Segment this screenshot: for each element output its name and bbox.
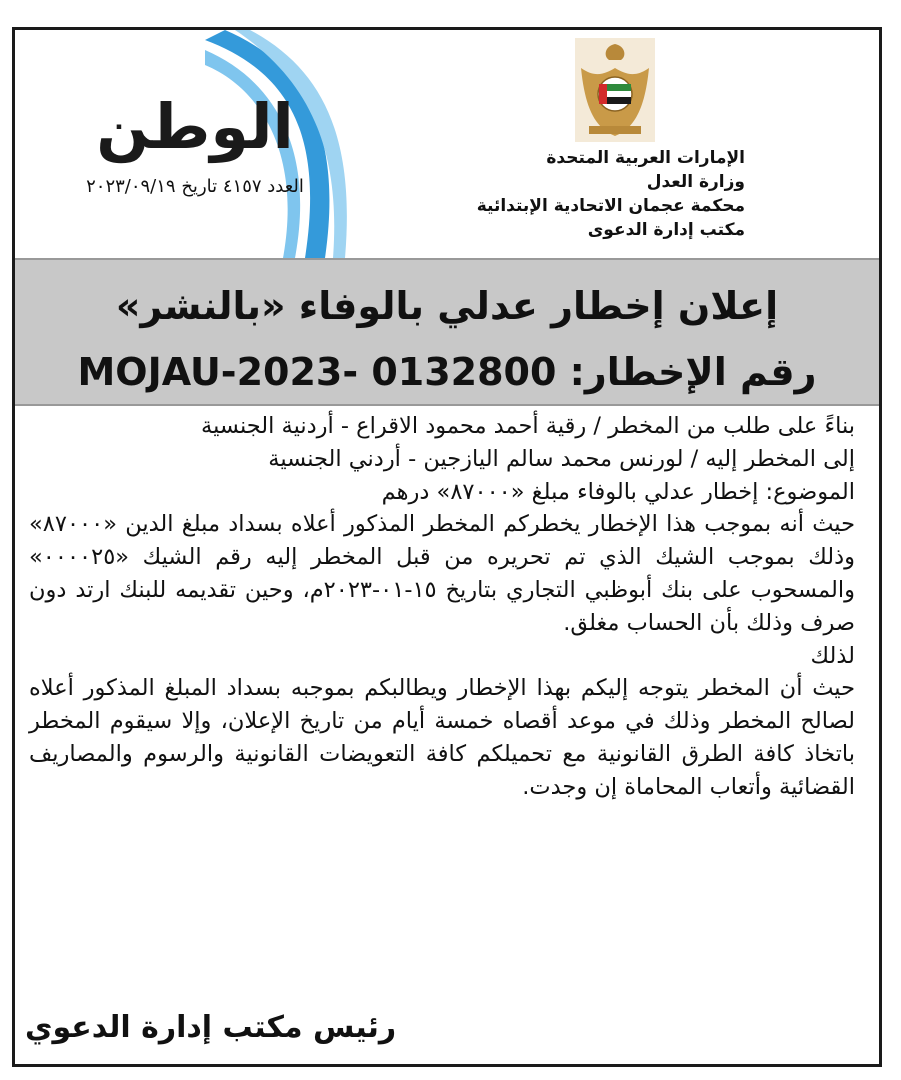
authority-line-office: مكتب إدارة الدعوى bbox=[587, 220, 745, 240]
notice-number bbox=[15, 348, 879, 396]
notice-body bbox=[29, 410, 855, 804]
issuing-authority bbox=[475, 146, 745, 242]
signature: رئيس مكتب إدارة الدعوي bbox=[25, 1010, 397, 1045]
newspaper-name: الوطن bbox=[96, 90, 294, 163]
notice-number-value: MOJAU-2023- 0132800 bbox=[77, 350, 557, 394]
header bbox=[15, 30, 879, 258]
requester-line: بناءً على طلب من المخطر / رقية أحمد محمود الاقراع - أردنية الجنسية bbox=[201, 413, 855, 439]
authority-line-ministry: وزارة العدل bbox=[646, 172, 745, 192]
uae-emblem-icon bbox=[575, 38, 655, 142]
notice-title: إعلان إخطار عدلي بالوفاء «بالنشر» bbox=[115, 284, 779, 328]
recipient-line: إلى المخطر إليه / لورنس محمد سالم اليازجين - أردني الجنسية bbox=[268, 445, 855, 472]
subject-line: الموضوع: إخطار عدلي بالوفاء مبلغ «٨٧٠٠٠» درهم bbox=[381, 478, 855, 505]
demand-paragraph: حيث أن المخطر يتوجه إليكم بهذا الإخطار ويطالبكم بموجبه بسداد المبلغ المذكور أعلاه لصالح المخطر وذلك في موعد أقصاه خمسة أيام من تاريخ الإعلان، وإلا سيقوم المخطر باتخاذ كافة الطرق القانونية مع تحميلكم كافة التعويضات القانونية والرسوم والمصاريف القضائية وأتعاب المحاماة إن وجدت. bbox=[29, 675, 855, 800]
notice-frame bbox=[12, 27, 882, 1067]
notice-number-label: رقم الإخطار: bbox=[569, 350, 817, 394]
notice-banner bbox=[15, 258, 879, 406]
authority-line-court: محكمة عجمان الاتحادية الإبتدائية bbox=[476, 196, 745, 216]
issue-info: العدد ٤١٥٧ تاريخ ٢٠٢٣/٠٩/١٩ bbox=[86, 176, 304, 197]
facts-paragraph: حيث أنه بموجب هذا الإخطار يخطركم المخطر المذكور أعلاه بسداد مبلغ الدين «٨٧٠٠٠» وذلك بموجب الشيك الذي تم تحريره من قبل المخطر إليه رقم الشيك «٠٠٠٠٢٥» والمسحوب على بنك أبوظبي التجاري بتاريخ ١٥-٠١-٢٠٢٣م، وحين تقديمه للبنك ارتد دون صرف وذلك بأن الحساب مغلق. bbox=[29, 511, 855, 636]
authority-line-country: الإمارات العربية المتحدة bbox=[546, 148, 745, 168]
therefore-line: لذلك bbox=[810, 642, 855, 669]
newspaper-masthead bbox=[85, 92, 305, 197]
